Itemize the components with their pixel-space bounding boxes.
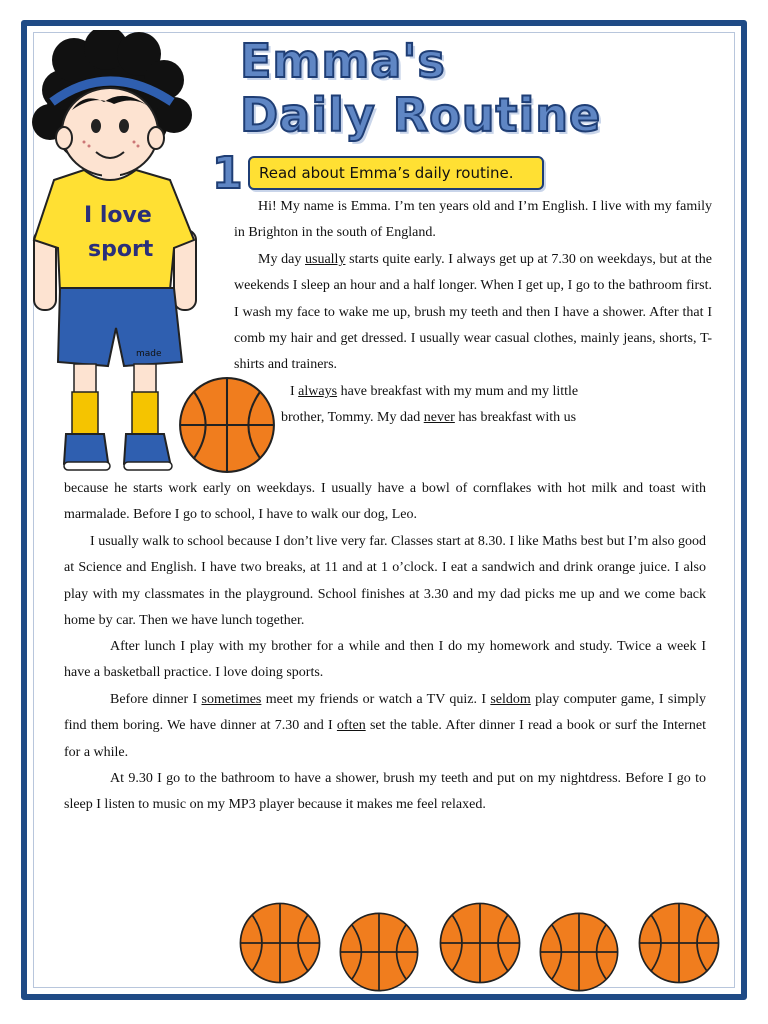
basketball-icon bbox=[236, 900, 324, 986]
basketball-icon bbox=[636, 900, 722, 986]
paragraph-7: At 9.30 I go to the bathroom to have a shower, brush my teeth and put on my nightdress. Before I go to sleep I listen to music on my MP3 player because it makes me feel relaxed. bbox=[64, 771, 706, 813]
basketball-icon bbox=[536, 910, 622, 994]
adverb-seldom: seldom bbox=[490, 692, 531, 707]
paragraph-3-line-1: I always have breakfast with my mum and my little bbox=[290, 384, 579, 399]
adverb-never: never bbox=[423, 410, 455, 425]
exercise-number: 1 bbox=[212, 148, 243, 199]
title-line-1: Emma's bbox=[240, 34, 446, 88]
shirt-text-1: I love bbox=[84, 203, 152, 228]
title-line-2: Daily Routine bbox=[240, 88, 602, 142]
shorts-mark: made bbox=[136, 349, 162, 359]
paragraph-3-continued: because he starts work early on weekdays. I usually have a bowl of cornflakes with hot milk and toast with marmalade. Before I go to school, I have to walk our dog, Leo. bbox=[64, 481, 706, 523]
adverb-sometimes: sometimes bbox=[201, 692, 262, 707]
adverb-often: often bbox=[336, 718, 366, 734]
basketball-icon bbox=[336, 910, 422, 994]
paragraph-4: I usually walk to school because I don’t live very far. Classes start at 8.30. I like Maths best but I’m also good at Science and English. I have two breaks, at 11 and at 1 o’clock. I eat a sandwich and drink orange juice. I also play with my classmates in the playground. School finishes at 3.30 and my dad picks me up and we come back home by car. Then we have lunch together. bbox=[64, 534, 706, 628]
exercise-instruction: Read about Emma’s daily routine. bbox=[248, 156, 544, 190]
adverb-usually: usually bbox=[305, 252, 346, 267]
basketball-icon bbox=[436, 900, 524, 986]
paragraph-6: Before dinner I sometimes meet my friends or watch a TV quiz. I seldom play computer game, I simply find them boring. We have dinner at 7.30 and I often set the table. After dinner I read a book or surf the Internet for a while. bbox=[64, 692, 706, 760]
basketball-icon bbox=[176, 374, 278, 476]
adverb-always: always bbox=[298, 384, 338, 399]
paragraph-1: Hi! My name is Emma. I’m ten years old and I’m English. I live with my family in Brighton in the south of England. bbox=[234, 199, 712, 241]
shirt-text-2: sport bbox=[88, 237, 154, 262]
paragraph-5: After lunch I play with my brother for a while and then I do my homework and study. Twice a week I have a basketball practice. I love doing sports. bbox=[64, 639, 706, 681]
paragraph-2: My day usually starts quite early. I always get up at 7.30 on weekdays, but at the weekends I sleep an hour and a half longer. When I get up, I go to the bathroom first. I wash my face to wake me up, brush my teeth and then I have a shower. After that I comb my hair and get dressed. I usually wear casual clothes, mainly jeans, shorts, T-shirts and trainers. bbox=[234, 252, 712, 373]
paragraph-3-line-2: brother, Tommy. My dad never has breakfast with us bbox=[281, 410, 577, 425]
